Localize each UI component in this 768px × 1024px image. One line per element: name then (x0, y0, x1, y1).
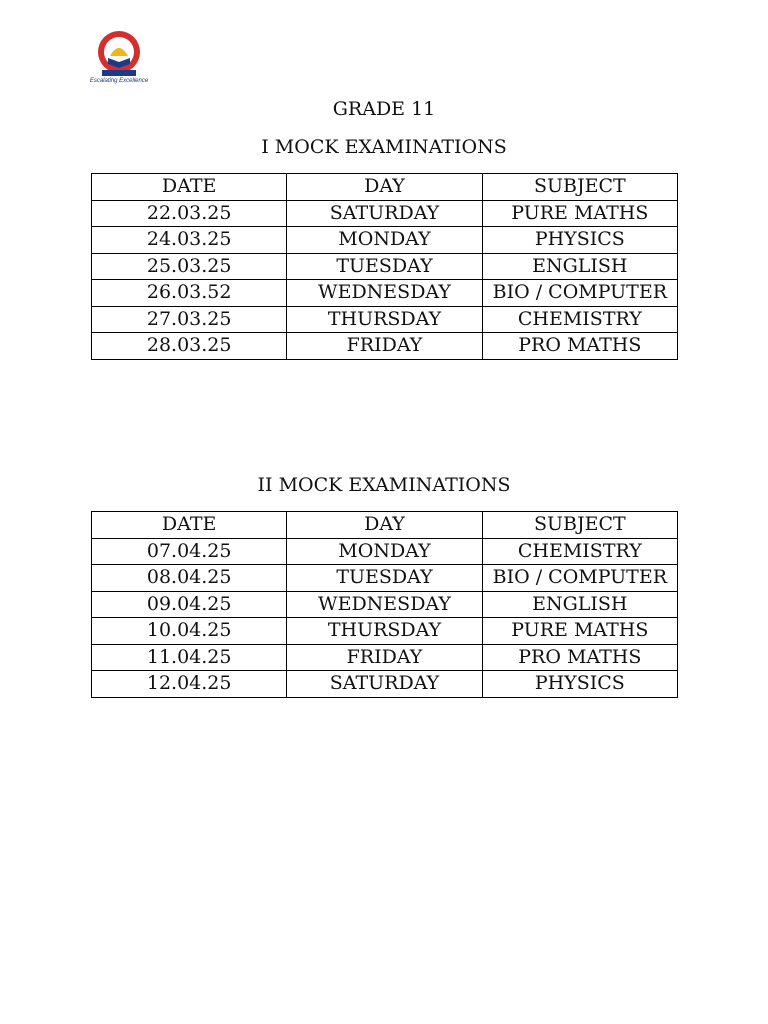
date-cell: 12.04.25 (92, 671, 287, 698)
date-cell: 08.04.25 (92, 565, 287, 592)
table-row (92, 306, 678, 333)
column-header-day: DAY (287, 512, 482, 539)
subject-cell: BIO / COMPUTER (482, 565, 677, 592)
column-header-date: DATE (92, 512, 287, 539)
day-cell: THURSDAY (287, 306, 482, 333)
date-cell: 24.03.25 (92, 227, 287, 254)
day-cell: TUESDAY (287, 253, 482, 280)
subject-cell: CHEMISTRY (482, 306, 677, 333)
exam-title-1: I MOCK EXAMINATIONS (261, 136, 507, 158)
day-cell: WEDNESDAY (287, 591, 482, 618)
table-header-row (92, 174, 678, 201)
subject-cell: CHEMISTRY (482, 538, 677, 565)
subject-cell: PHYSICS (482, 227, 677, 254)
day-cell: WEDNESDAY (287, 280, 482, 307)
logo-motto: Escalating Excellence (89, 78, 149, 84)
day-cell: MONDAY (287, 538, 482, 565)
subject-cell: ENGLISH (482, 591, 677, 618)
date-cell: 11.04.25 (92, 644, 287, 671)
day-cell: SATURDAY (287, 200, 482, 227)
table-row (92, 200, 678, 227)
day-cell: FRIDAY (287, 644, 482, 671)
exam-table-2 (91, 511, 678, 698)
table-row (92, 227, 678, 254)
date-cell: 09.04.25 (92, 591, 287, 618)
subject-cell: BIO / COMPUTER (482, 280, 677, 307)
table-header-row (92, 512, 678, 539)
logo-banner (102, 70, 136, 76)
table-row (92, 618, 678, 645)
table-row (92, 565, 678, 592)
date-cell: 28.03.25 (92, 333, 287, 360)
column-header-subject: SUBJECT (482, 174, 677, 201)
day-cell: SATURDAY (287, 671, 482, 698)
grade-heading: GRADE 11 (332, 98, 436, 120)
table-row (92, 280, 678, 307)
day-cell: TUESDAY (287, 565, 482, 592)
date-cell: 27.03.25 (92, 306, 287, 333)
subject-cell: PURE MATHS (482, 200, 677, 227)
table-row (92, 253, 678, 280)
exam-title-2: II MOCK EXAMINATIONS (257, 474, 511, 496)
subject-cell: PHYSICS (482, 671, 677, 698)
table-row (92, 644, 678, 671)
column-header-day: DAY (287, 174, 482, 201)
date-cell: 26.03.52 (92, 280, 287, 307)
table-row (92, 591, 678, 618)
date-cell: 10.04.25 (92, 618, 287, 645)
day-cell: MONDAY (287, 227, 482, 254)
day-cell: THURSDAY (287, 618, 482, 645)
table-row (92, 333, 678, 360)
subject-cell: PRO MATHS (482, 644, 677, 671)
table-row (92, 671, 678, 698)
exam-table-1 (91, 173, 678, 360)
day-cell: FRIDAY (287, 333, 482, 360)
subject-cell: ENGLISH (482, 253, 677, 280)
date-cell: 22.03.25 (92, 200, 287, 227)
column-header-subject: SUBJECT (482, 512, 677, 539)
column-header-date: DATE (92, 174, 287, 201)
table-row (92, 538, 678, 565)
subject-cell: PURE MATHS (482, 618, 677, 645)
date-cell: 25.03.25 (92, 253, 287, 280)
subject-cell: PRO MATHS (482, 333, 677, 360)
date-cell: 07.04.25 (92, 538, 287, 565)
